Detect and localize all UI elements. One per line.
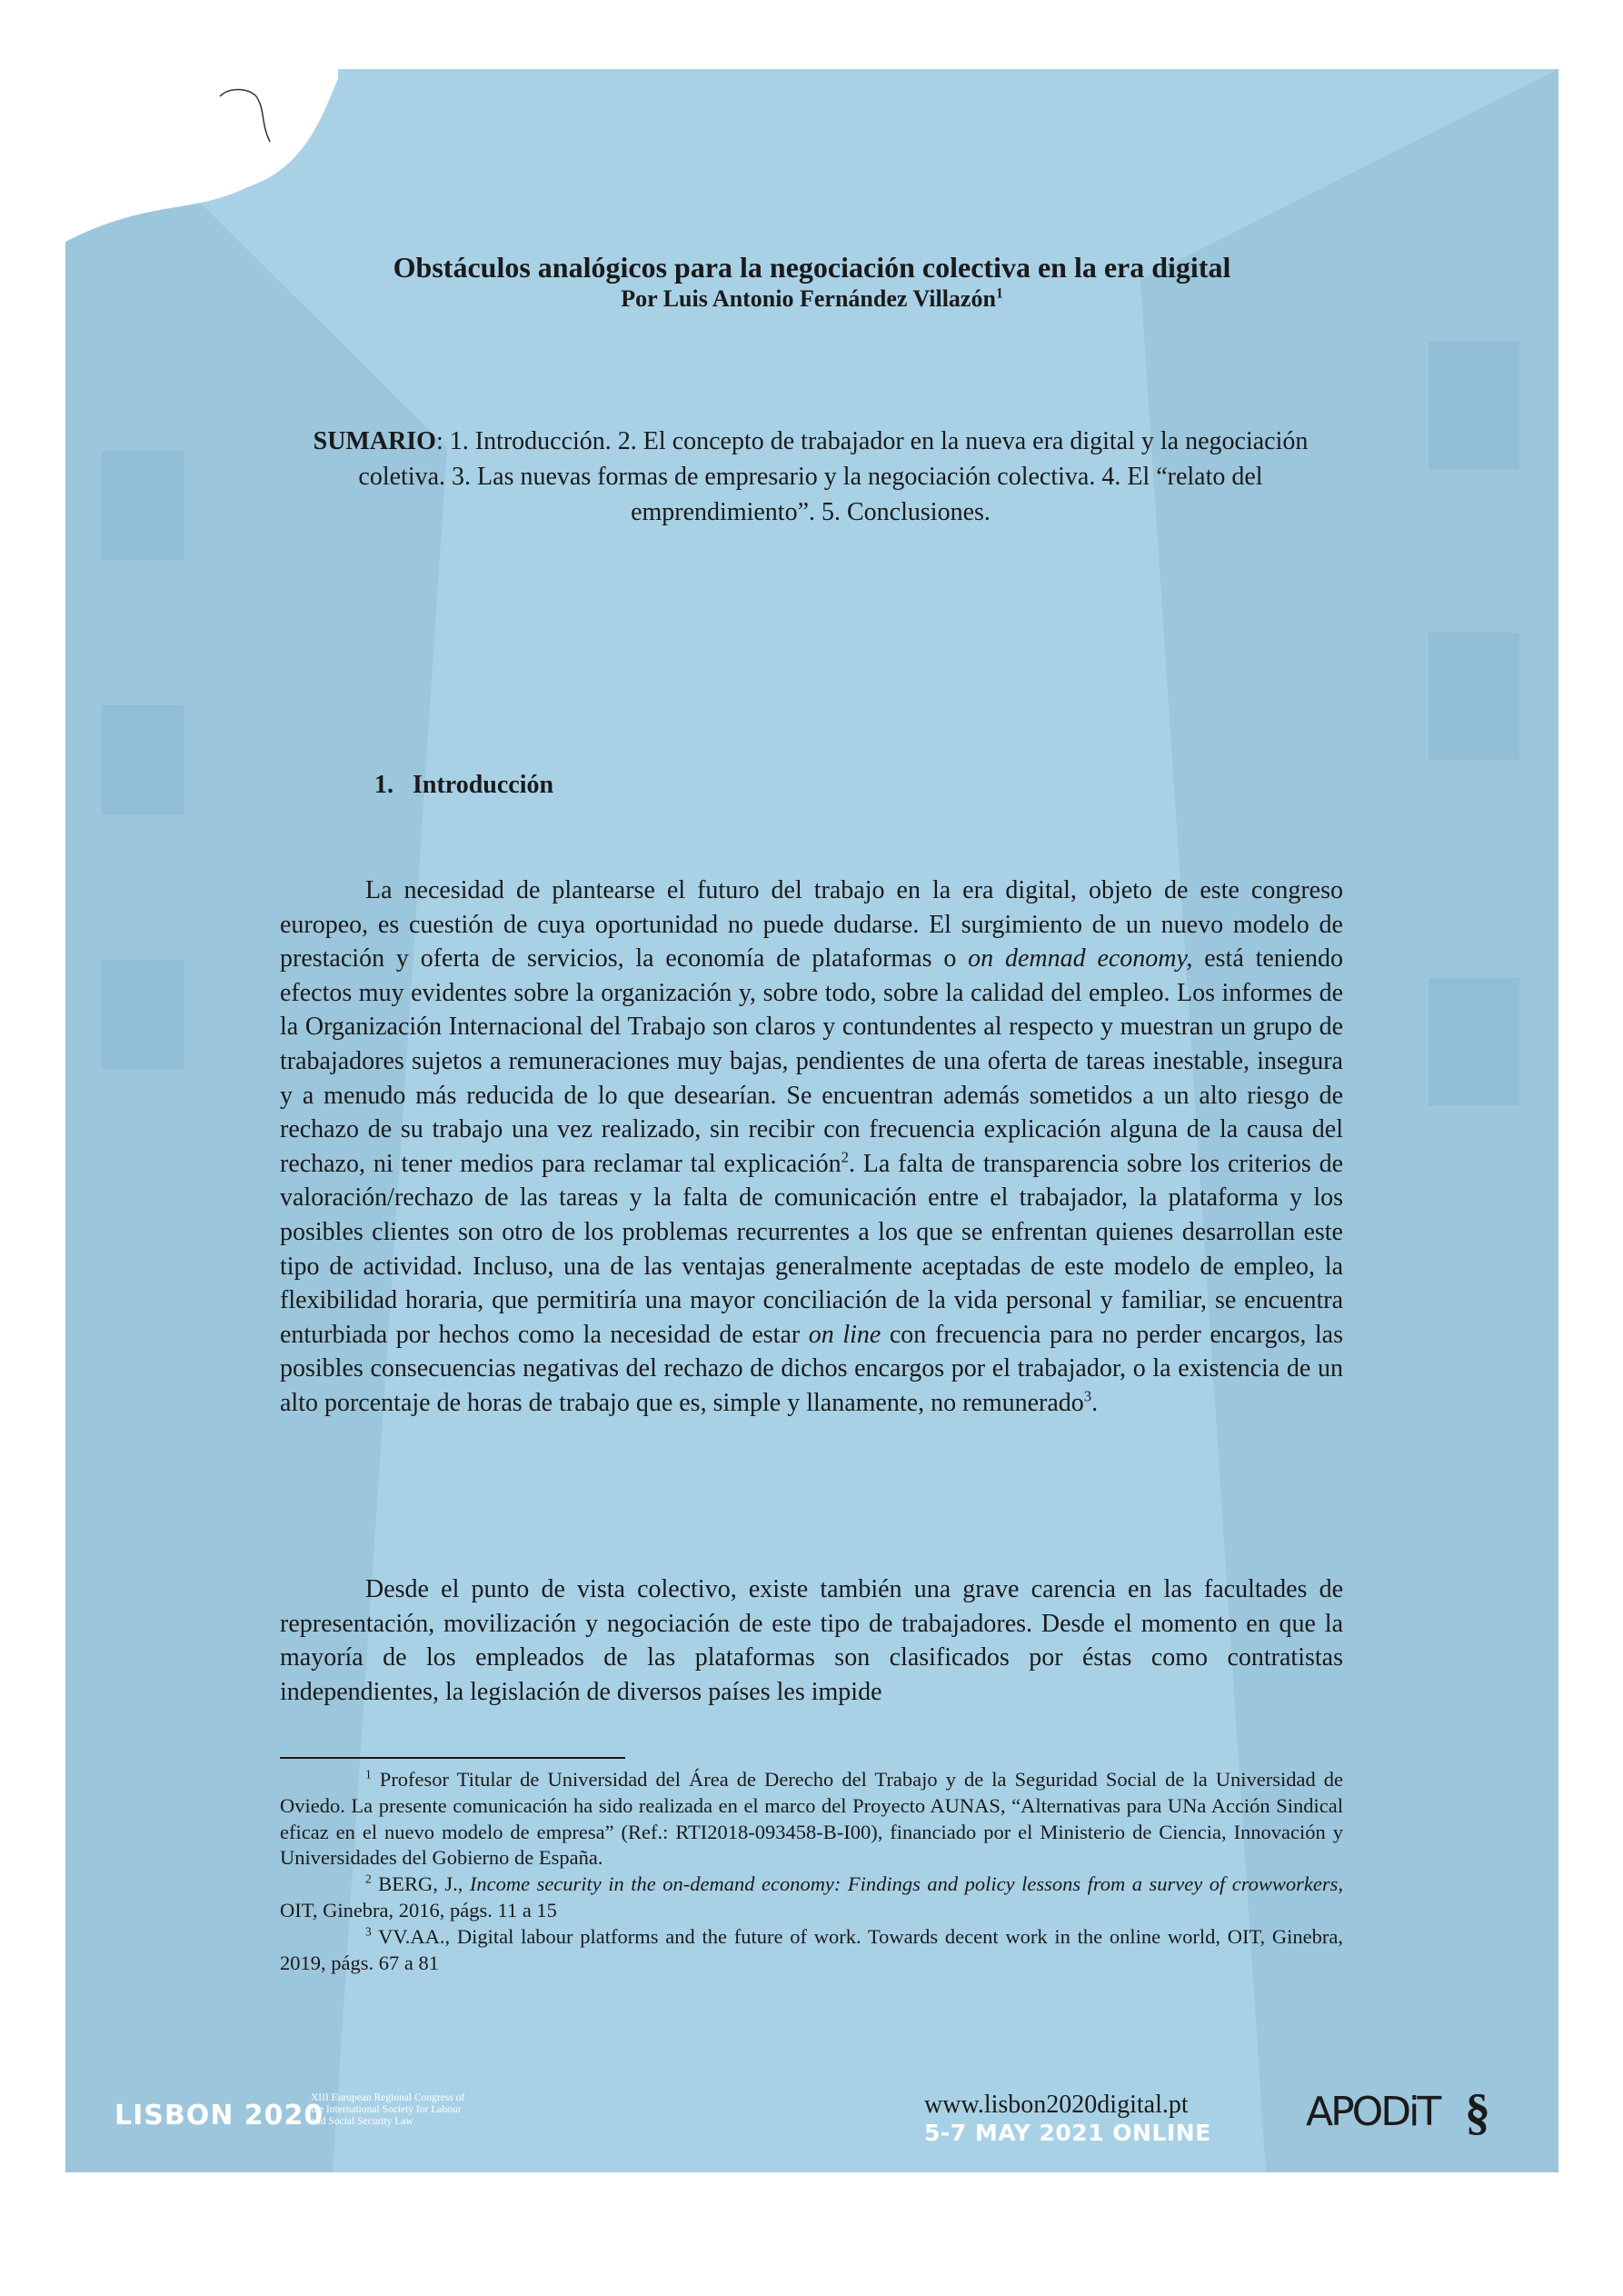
footnote-ref-1[interactable]: 1 xyxy=(995,285,1003,302)
backdrop-window xyxy=(102,960,184,1069)
paper-author xyxy=(274,284,1349,314)
torn-corner-graphic xyxy=(65,69,338,242)
footer-event-logo: LISBON 2020 xyxy=(115,2100,324,2131)
backdrop-window xyxy=(1429,342,1519,469)
backdrop-window xyxy=(1429,633,1519,760)
footer-url-link[interactable]: www.lisbon2020digital.pt xyxy=(924,2091,1189,2119)
section-number: 1. xyxy=(374,771,393,799)
author-name: Por Luis Antonio Fernández Villazón xyxy=(621,285,996,312)
footnote-ref-3[interactable]: 3 xyxy=(1083,1387,1092,1405)
section-heading xyxy=(374,769,553,802)
footnote-1 xyxy=(280,1767,1343,1872)
footnote-2 xyxy=(280,1872,1343,1924)
footnote-separator xyxy=(280,1757,625,1759)
summary-text: : 1. Introducción. 2. El concepto de trabajador en la nueva era digital y la negociación coletiva. 3. Las nuevas formas de empresario y la negociación colectiva. 4. El “relato del emprendimiento”. 5. Conclusiones. xyxy=(358,427,1309,526)
footer-congress-text: XIII European Regional Congress of the International Society for Labour and Social Security Law xyxy=(311,2092,465,2127)
summary xyxy=(284,424,1338,530)
backdrop-window xyxy=(102,705,184,814)
footnote-text: VV.AA., Digital labour platforms and the future of work. Towards decent work in the online world, OIT, Ginebra, 2019, págs. 67 a 81 xyxy=(280,1924,1343,1974)
paper-title: Obstáculos analógicos para la negociación colectiva en la era digital xyxy=(393,251,1231,284)
footnote-number: 2 xyxy=(365,1872,372,1886)
summary-label: SUMARIO xyxy=(313,427,436,455)
section-title: Introducción xyxy=(413,771,554,799)
paragraph-italic-term: on demnad economy, xyxy=(968,944,1193,973)
backdrop-window xyxy=(1429,978,1519,1105)
footnote-text: BERG, J., xyxy=(371,1872,470,1896)
body-paragraph-1 xyxy=(280,873,1343,1421)
footnotes xyxy=(280,1767,1343,1976)
paragraph-text: está teniendo efectos muy evidentes sobre la organización y, sobre todo, sobre la calidad del empleo. Los informes de la Organización Internacional del Trabajo son claros y contundentes al respecto y muestran un grupo de trabajadores sujetos a remuneraciones muy bajas, pendientes de una oferta de tareas inestable, insegura y a menudo más reducida de lo que desearían. Se encuentran además sometidos a un alto riesgo de rechazo de su trabajo una vez realizado, sin recibir con frecuencia explicación alguna de la causa del rechazo, ni tener medios para reclamar tal explicación xyxy=(280,944,1343,1178)
paragraph-text: con frecuencia para no perder encargos, las posibles consecuencias negativas del rechazo de dichos encargos por el trabajador, o la existencia de un alto porcentaje de horas de trabajo que es, simple y llanamente, no remunerado xyxy=(280,1320,1343,1417)
page-background xyxy=(65,69,1558,2172)
section-mark-logo: § xyxy=(1465,2084,1490,2141)
apodit-logo: APODiT xyxy=(1306,2089,1439,2135)
paragraph-text: . xyxy=(1091,1388,1099,1417)
backdrop-window xyxy=(102,451,184,560)
footnote-3 xyxy=(280,1924,1343,1977)
paragraph-italic-term: on line xyxy=(808,1320,881,1349)
footnote-ref-2[interactable]: 2 xyxy=(841,1148,849,1166)
footnote-text: OIT, Ginebra, 2016, págs. 11 a 15 xyxy=(280,1898,557,1922)
paragraph-text: . La falta de transparencia sobre los criterios de valoración/rechazo de las tareas y la falta de comunicación entre el trabajador, la plataforma y los posibles clientes son otro de los problemas recurrentes a los que se enfrentan quienes desarrollan este tipo de actividad. Incluso, una de las ventajas generalmente aceptadas de este modelo de empleo, la flexibilidad horaria, que permitiría una mayor conciliación de la vida personal y familiar, se encuentra enturbiada por hechos como la necesidad de estar xyxy=(280,1149,1343,1349)
footer-dates: 5-7 MAY 2021 ONLINE xyxy=(924,2120,1211,2146)
footnote-number: 3 xyxy=(365,1924,372,1939)
body-paragraph-2: Desde el punto de vista colectivo, existe también una grave carencia en las facultades de representación, movilización y negociación de este tipo de trabajadores. Desde el momento en que la mayoría de los empleados de las plataformas son clasificados por éstas como contratistas independientes, la legislación de diversos países les impide xyxy=(280,1575,1343,1706)
footnote-number: 1 xyxy=(365,1767,372,1782)
footnote-italic-title: Income security in the on-demand economy: Findings and policy lessons from a survey of crowworkers, xyxy=(469,1872,1343,1896)
paragraph-text: La necesidad de plantearse el futuro del trabajo en la era digital, objeto de este congreso europeo, es cuestión de cuya oportunidad no puede dudarse. El surgimiento de un nuevo modelo de prestación y oferta de servicios, la economía de plataformas o xyxy=(280,876,1343,973)
footnote-text: Profesor Titular de Universidad del Área de Derecho del Trabajo y de la Seguridad Social de la Universidad de Oviedo. La presente comunicación ha sido realizada en el marco del Proyecto AUNAS, “Alternativas para UNa Acción Sindical eficaz en el nuevo modelo de empresa” (Ref.: RTI2018-093458-B-I00), financiado por el Ministerio de Ciencia, Innovación y Universidades del Gobierno de España. xyxy=(280,1768,1343,1870)
